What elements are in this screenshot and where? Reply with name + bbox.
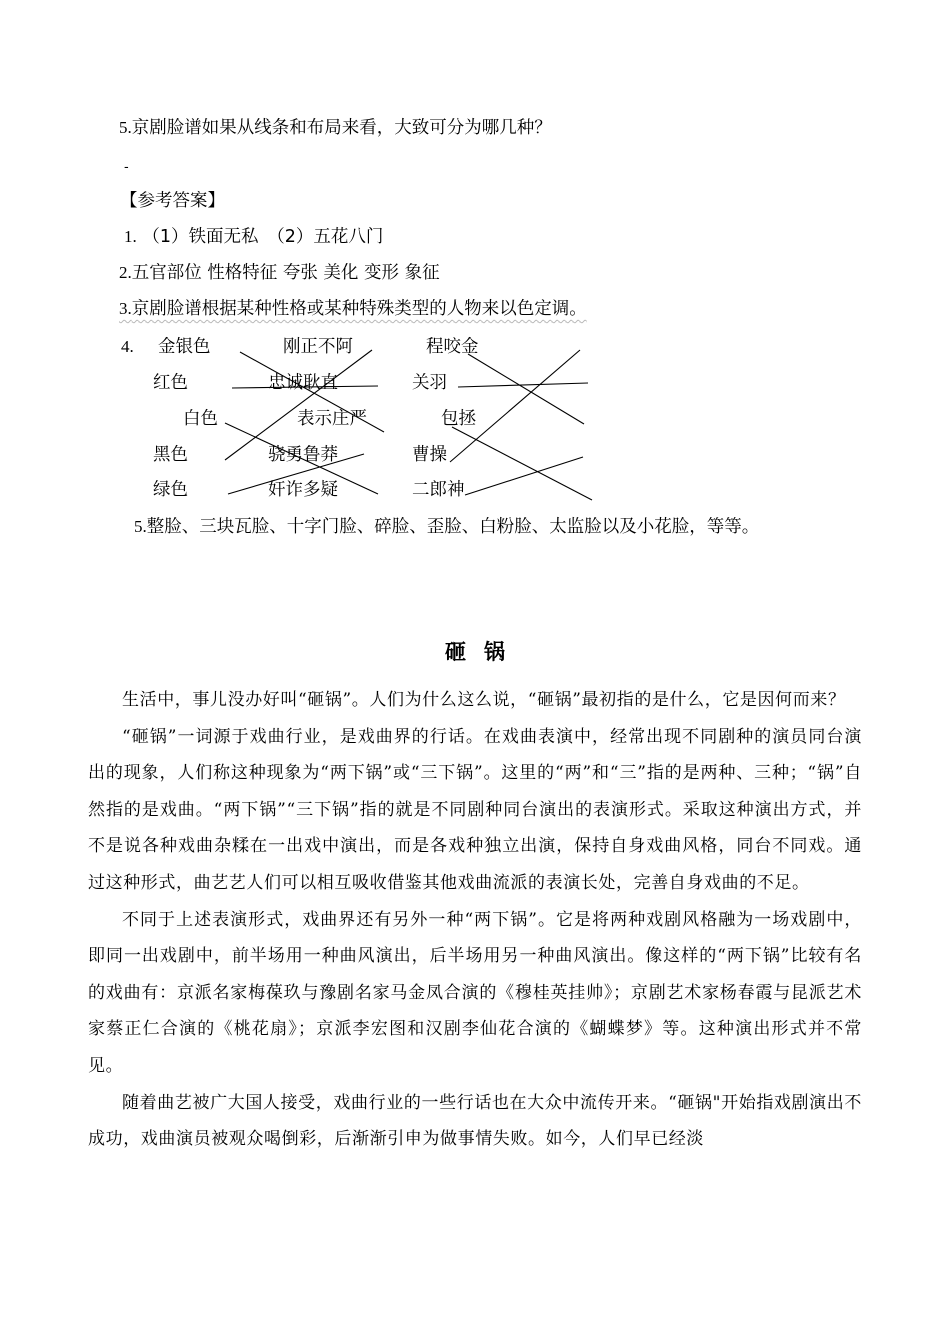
character-item: 关羽 (412, 373, 447, 393)
color-item: 绿色 (153, 480, 188, 500)
answer-text: 整脸、三块瓦脸、十字门脸、碎脸、歪脸、白粉脸、太监脸以及小花脸，等等。 (146, 517, 760, 537)
answer-1 (124, 226, 383, 248)
answer-number: 3. (119, 299, 132, 318)
article-paragraph: 生活中，事儿没办好叫“砸锅”。人们为什么这么说，“砸锅”最初指的是什么，它是因何而来？ (122, 690, 846, 710)
trait-item: 刚正不阿 (283, 337, 353, 357)
article-title: 砸锅 (445, 640, 523, 664)
color-item: 红色 (153, 373, 188, 393)
answer-number: 2. (119, 263, 132, 282)
answer-number: 4. (121, 337, 134, 356)
character-item: 曹操 (412, 445, 447, 465)
answer-3 (119, 298, 587, 320)
match-line (452, 427, 592, 500)
match-line (465, 457, 583, 495)
character-item: 程咬金 (426, 337, 479, 357)
question-number: 5. (119, 118, 132, 137)
trait-item: 骁勇鲁莽 (268, 445, 338, 465)
character-item: 包拯 (441, 409, 476, 429)
answer-text: 五官部位 性格特征 夸张 美化 变形 象征 (131, 263, 440, 283)
match-line (458, 383, 588, 387)
trait-item: 奸诈多疑 (268, 480, 338, 500)
character-item: 二郎神 (412, 480, 465, 500)
color-item: 黑色 (153, 445, 188, 465)
article-paragraph: 不同于上述表演形式，戏曲界还有另外一种“两下锅”。它是将两种戏剧风格融为一场戏剧中，即同一出戏剧中，前半场用一种曲风演出，后半场用另一种曲风演出。像这样的“两下锅”比较有名的戏曲有：京派名家梅葆玖与豫剧名家马金凤合演的《穆桂英挂帅》；京剧艺术家杨春霞与昆派艺术家蔡正仁合演的《桃花扇》；京派李宏图和汉剧李仙花合演的《蝴蝶梦》等。这种演出形式并不常见。 (88, 909, 862, 1076)
question-5 (119, 117, 552, 139)
answer-2 (119, 262, 440, 284)
answer-number: 5. (134, 517, 147, 536)
answer-number: 1. (124, 227, 137, 246)
answer-5 (134, 516, 759, 538)
answer-text: （1）铁面无私 （2）五花八门 (142, 227, 384, 247)
answer-text: 京剧脸谱根据某种性格或某种特殊类型的人物来以色定调。 (131, 299, 587, 319)
color-item: 金银色 (158, 337, 211, 357)
article-body (88, 682, 862, 1158)
question-text: 京剧脸谱如果从线条和布局来看，大致可分为哪几种？ (131, 118, 552, 138)
match-line (468, 354, 584, 424)
match-line (450, 350, 580, 462)
article-paragraph: “砸锅”一词源于戏曲行业，是戏曲界的行话。在戏曲表演中，经常出现不同剧种的演员同台演出的现象，人们称这种现象为“两下锅”或“三下锅”。这里的“两”和“三”指的是两种、三种；“锅”自然指的是戏曲。“两下锅”“三下锅”指的就是不同剧种同台演出的表演形式。采取这种演出方式，并不是说各种戏曲杂糅在一出戏中演出，而是各戏种独立出演，保持自身戏曲风格，同台不同戏。通过这种形式，曲艺艺人们可以相互吸收借鉴其他戏曲流派的表演长处，完善自身戏曲的不足。 (88, 726, 862, 893)
article-paragraph: 随着曲艺被广大国人接受，戏曲行业的一些行话也在大众中流传开来。“砸锅"开始指戏剧演出不成功，戏曲演员被观众喝倒彩，后渐渐引申为做事情失败。如今，人们早已经淡 (88, 1092, 862, 1150)
answers-heading: 【参考答案】 (120, 191, 225, 211)
trait-item: 表示庄严 (297, 409, 367, 429)
trait-item: 忠诚耿直 (268, 373, 338, 393)
stray-mark: - (124, 160, 129, 175)
color-item: 白色 (183, 409, 218, 429)
